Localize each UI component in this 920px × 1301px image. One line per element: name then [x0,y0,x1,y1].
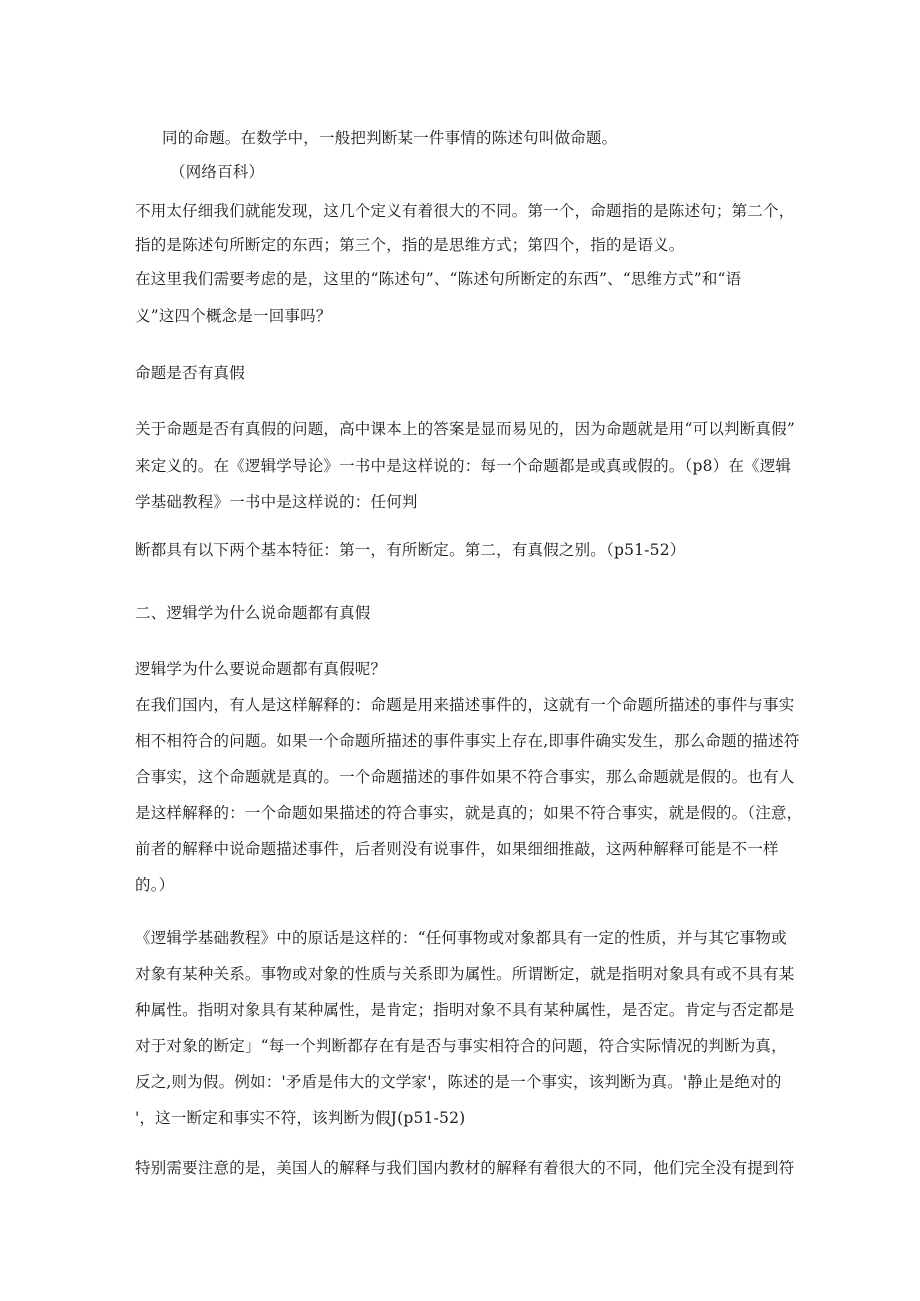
paragraph-line: 在我们国内，有人是这样解释的：命题是用来描述事件的，这就有一个命题所描述的事件与事实 [135,696,795,714]
paragraph-line: 关于命题是否有真假的问题，高中课本上的答案是显而易见的，因为命题就是用“可以判断真假” [135,420,795,438]
paragraph-line: 在这里我们需要考虑的是，这里的“陈述句”、“陈述句所断定的东西”、“思维方式”和“语 [135,270,742,288]
paragraph-line: 种属性。指明对象具有某种属性，是肯定；指明对象不具有某种属性，是否定。肯定与否定都是 [135,1001,795,1019]
paragraph-line: 断都具有以下两个基本特征：第一，有所断定。第二，有真假之别。（p51-52） [135,541,686,559]
paragraph-line: 对于对象的断定」“每一个判断都存在有是否与事实相符合的问题，符合实际情况的判断为真， [135,1037,787,1055]
paragraph-line: 相不相符合的问题。如果一个命题所描述的事件事实上存在,即事件确实发生，那么命题的描述符 [135,732,800,750]
paragraph-line: 义”这四个概念是一回事吗？ [135,307,332,325]
paragraph-line: '，这一断定和事实不符，该判断为假J(p51-52) [135,1109,466,1127]
paragraph-line: 反之,则为假。例如：'矛盾是伟大的文学家'，陈述的是一个事实，该判断为真。'静止是绝对的 [135,1073,782,1091]
section-heading: 命题是否有真假 [135,364,245,382]
paragraph-line: 不用太仔细我们就能发现，这几个定义有着很大的不同。第一个，命题指的是陈述句；第二个， [135,202,795,220]
paragraph-line: 学基础教程》一书中是这样说的：任何判 [135,493,418,511]
section-heading: 二、逻辑学为什么说命题都有真假 [135,604,371,622]
paragraph-line: 《逻辑学基础教程》中的原话是这样的：“任何事物或对象都具有一定的性质，并与其它事物或 [135,929,787,947]
source-citation: （网络百科） [170,163,265,181]
subheading-question: 逻辑学为什么要说命题都有真假呢？ [135,660,387,678]
paragraph-line: 合事实，这个命题就是真的。一个命题描述的事件如果不符合事实，那么命题就是假的。也有人 [135,768,795,786]
paragraph-line: 的。） [135,876,175,894]
paragraph-line: 指的是陈述句所断定的东西；第三个，指的是思维方式；第四个，指的是语义。 [135,236,685,254]
paragraph-line: 前者的解释中说命题描述事件，后者则没有说事件，如果细细推敲，这两种解释可能是不一样 [135,840,779,858]
paragraph-line: 对象有某种关系。事物或对象的性质与关系即为属性。所谓断定，就是指明对象具有或不具有某 [135,965,795,983]
paragraph-line-definition-end: 同的命题。在数学中，一般把判断某一件事情的陈述句叫做命题。 [162,129,618,147]
paragraph-line: 是这样解释的：一个命题如果描述的符合事实，就是真的；如果不符合事实，就是假的。（注意， [135,804,803,822]
paragraph-line: 特别需要注意的是，美国人的解释与我们国内教材的解释有着很大的不同，他们完全没有提到符 [135,1159,795,1177]
paragraph-line: 来定义的。在《逻辑学导论》一书中是这样说的：每一个命题都是或真或假的。（p8）在《逻辑 [135,457,792,475]
